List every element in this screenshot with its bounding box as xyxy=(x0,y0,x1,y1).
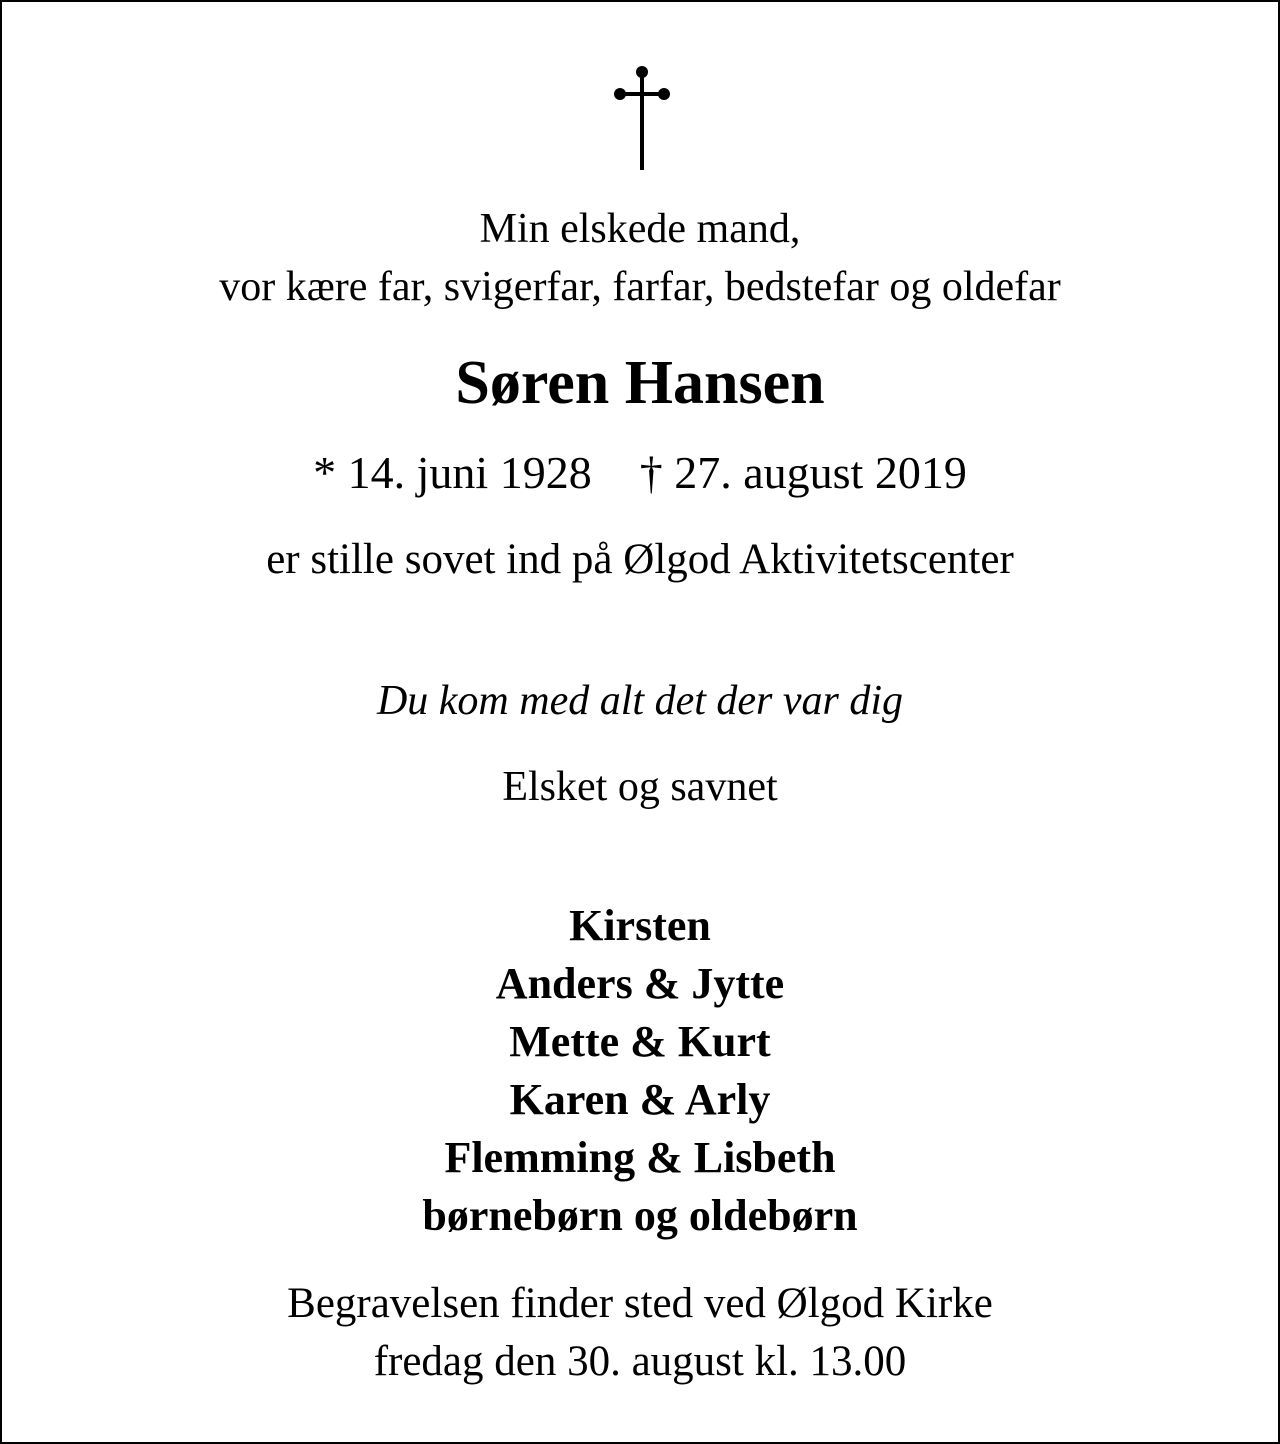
family-member: Flemming & Lisbeth xyxy=(444,1133,836,1182)
funeral-info-line-1: Begravelsen finder sted ved Ølgod Kirke xyxy=(287,1280,993,1327)
funeral-info-line-2: fredag den 30. august kl. 13.00 xyxy=(373,1338,907,1385)
birth-date: * 14. juni 1928 xyxy=(313,447,592,498)
loved-and-missed: Elsket og savnet xyxy=(502,764,778,810)
death-date: † 27. august 2019 xyxy=(639,447,967,498)
family-member: Mette & Kurt xyxy=(509,1017,771,1066)
life-dates xyxy=(2,447,1278,498)
memorial-quote: Du kom med alt det der var dig xyxy=(376,678,904,724)
passing-place: er stille sovet ind på Ølgod Aktivitetscenter xyxy=(266,536,1014,583)
family-member: børnebørn og oldebørn xyxy=(422,1191,858,1240)
deceased-name: Søren Hansen xyxy=(455,349,825,417)
intro-line-1: Min elskede mand, xyxy=(479,206,801,252)
intro-line-2: vor kære far, svigerfar, farfar, bedstefar og oldefar xyxy=(219,264,1061,310)
family-member: Kirsten xyxy=(569,901,711,950)
family-member: Anders & Jytte xyxy=(495,959,785,1008)
family-member: Karen & Arly xyxy=(509,1075,771,1124)
cross-icon xyxy=(614,64,670,174)
